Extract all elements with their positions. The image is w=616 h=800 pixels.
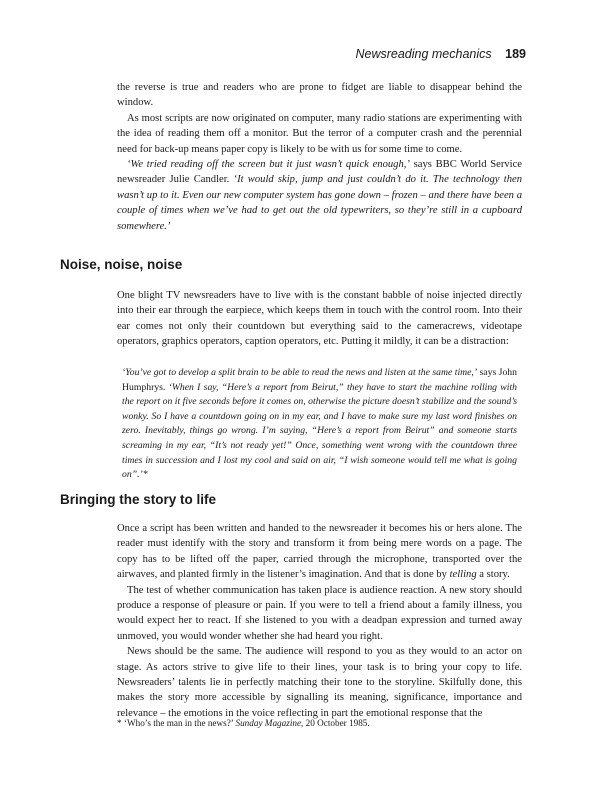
paragraph: As most scripts are now originated on computer, many radio stations are experimenting with the idea of reading them off a monitor. But the terror of a computer crash and the perennial need for back-up means paper copy is likely to be with us for some time to come. (117, 112, 522, 155)
quote-text: ‘We tried reading off the screen but it just wasn’t quick enough,’ (127, 159, 410, 171)
noise-text-block (117, 288, 522, 350)
paragraph: the reverse is true and readers who are prone to fidget are liable to disappear behind the window. (117, 82, 522, 109)
quote-paragraph (122, 366, 517, 483)
attribution: says BBC World Service newsreader Julie Candler. (117, 159, 522, 186)
paragraph-text: Once a script has been written and handed to the newsreader it becomes his or hers alone. The reader must identify with the story and transform it from being mere words on a page. The copy has to be lifted off the paper, carried through the microphone, transported over the airwaves, and planted firmly in the listener’s imagination. And that is done by (117, 523, 522, 581)
emphasis-text: telling (449, 569, 477, 581)
running-head (355, 47, 526, 61)
footnote (117, 717, 522, 730)
quote-text: ‘When I say, “Here’s a report from Beirut,” they have to start the machine rolling with the report on it five seconds before it comes on, otherwise the picture doesn’t stabilize and the sound’s wonky. So I have a countdown going on in my ear, and I have to make sure my last word finishes on zero. Inevitably, things go wrong. I’m saying, “Here’s a report from Beirut” and someone starts screaming in my ear, “It’s not ready yet!” Once, something went wrong with the countdown three times in succession and I lost my cool and said on air, “I wish someone would tell me what is going on”.’* (122, 381, 517, 481)
paragraph: The test of whether communication has taken place is audience reaction. A new story should produce a response of pleasure or pain. If you were to tell a friend about a family illness, you would expect her to react. If she listened to you with a deadpan expression and turned away unmoved, you would wonder whether she had heard you right. (117, 584, 522, 642)
section-heading-noise: Noise, noise, noise (60, 257, 183, 272)
running-head-title: Newsreading mechanics (355, 47, 492, 61)
section-heading-story: Bringing the story to life (60, 492, 217, 507)
attribution: says John Humphrys. (122, 367, 517, 393)
paragraph (117, 157, 522, 234)
paragraph-text: a story. (476, 569, 510, 581)
quote-text: ‘You’ve got to develop a split brain to be able to read the news and listen at the same time,’ (122, 367, 478, 378)
footnote-date: , 20 October 1985. (301, 718, 370, 728)
quote-text: ‘It would skip, jump and just couldn’t do it. The technology then wasn’t up to it. Even our new computer system has gone down – frozen – and there have been a couple of times when we’ve had to get out the old typewriters, so they’re still in a cupboard somewhere.’ (117, 174, 522, 232)
page-number: 189 (505, 47, 526, 61)
paragraph: One blight TV newsreaders have to live with is the constant babble of noise injected directly into their ear through the earpiece, which keeps them in touch with the control room. Into their ear comes not only their countdown but everything said to the cameracrews, videotape operators, graphics operators, caption operators, etc. Putting it mildly, it can be a distraction: (117, 290, 522, 348)
top-text-block (117, 80, 522, 234)
paragraph: News should be the same. The audience will respond to you as they would to an actor on stage. As actors strive to give life to their lines, your task is to bring your copy to life. Newsreaders’ talents lie in perfectly matching their tone to the storyline. Skilfully done, this makes the story more accessible by signalling its meaning, significance, importance and relevance – the emotions in the voice reflecting in part the emotional response that the (117, 646, 522, 719)
footnote-marker: * ‘Who’s the man in the news?’ (117, 718, 236, 728)
paragraph (117, 521, 522, 583)
footnote-source: Sunday Magazine (235, 718, 302, 728)
story-text-block (117, 521, 522, 721)
block-quote (122, 366, 517, 483)
